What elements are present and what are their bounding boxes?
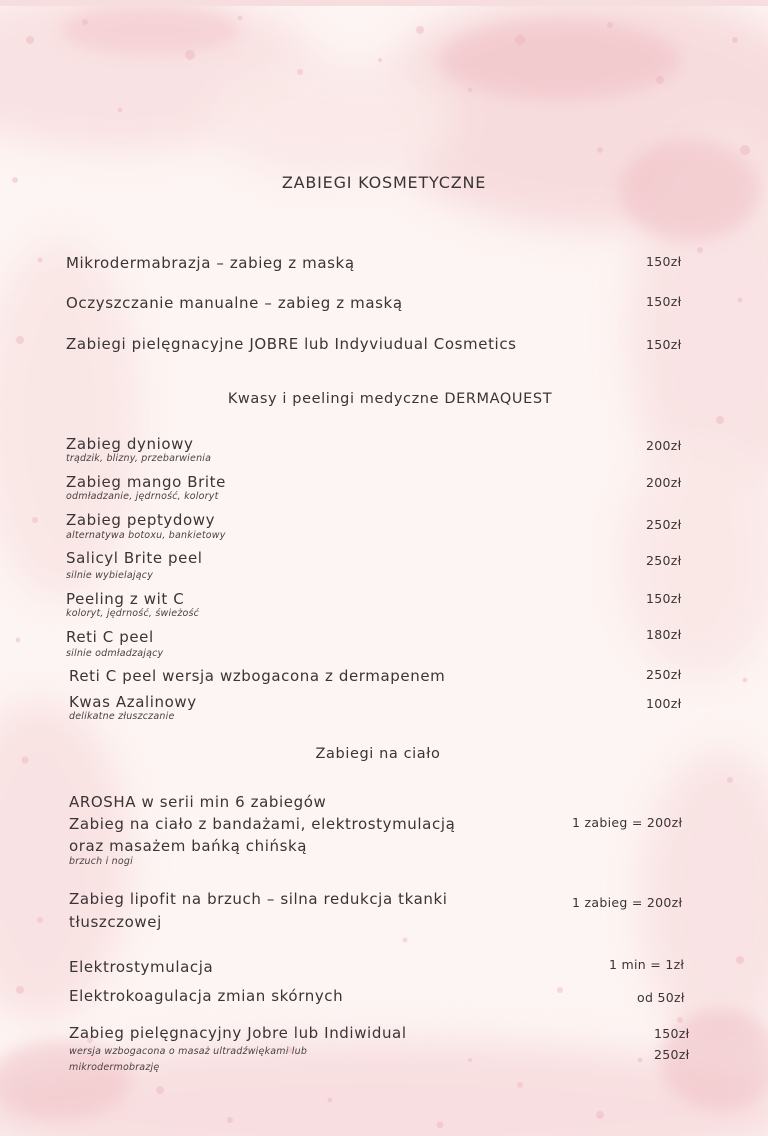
treatment-note: koloryt, jędrność, świeżość [66, 608, 200, 619]
treatment-name: AROSHA w serii min 6 zabiegów [69, 793, 327, 811]
treatment-price: 150zł [646, 591, 682, 606]
treatment-name: Zabieg pielęgnacyjny Jobre lub Indiwidual [69, 1024, 407, 1042]
treatment-name: Reti C peel [66, 628, 154, 646]
treatment-name: Kwas Azalinowy [69, 693, 197, 711]
treatment-name: Salicyl Brite peel [66, 549, 203, 567]
treatment-price: 1 zabieg = 200zł [572, 895, 683, 910]
treatment-name: Zabiegi pielęgnacyjne JOBRE lub Indyviudual Cosmetics [66, 335, 517, 353]
treatment-price: 250zł [646, 553, 682, 568]
treatment-price: 250zł [646, 667, 682, 682]
treatment-name: Reti C peel wersja wzbogacona z dermapenem [69, 667, 446, 685]
treatment-price: 180zł [646, 627, 682, 642]
treatment-name: Mikrodermabrazja – zabieg z maską [66, 254, 355, 272]
treatment-note: wersja wzbogacona o masaż ultradźwiękami lub [69, 1046, 308, 1057]
treatment-price: 200zł [646, 438, 682, 453]
treatment-name: Zabieg lipofit na brzuch – silna redukcja tkanki [69, 890, 448, 908]
treatment-price: 250zł [646, 517, 682, 532]
treatment-name: Oczyszczanie manualne – zabieg z maską [66, 294, 403, 312]
treatment-note: odmładzanie, jędrność, koloryt [66, 491, 219, 502]
section-heading-acids: Kwasy i peelingi medyczne DERMAQUEST [227, 391, 553, 407]
treatment-price: 1 min = 1zł [609, 957, 685, 972]
treatment-note: brzuch i nogi [69, 856, 133, 867]
treatment-note: silnie wybielający [66, 570, 154, 581]
treatment-name: oraz masażem bańką chińską [69, 837, 308, 855]
treatment-note: silnie odmładzający [66, 648, 164, 659]
treatment-price: 150zł [646, 294, 682, 309]
treatment-price: 150zł [654, 1026, 690, 1041]
treatment-price: 250zł [654, 1047, 690, 1062]
treatment-price: 100zł [646, 696, 682, 711]
treatment-name: Zabieg mango Brite [66, 473, 226, 491]
treatment-name: Elektrokoagulacja zmian skórnych [69, 987, 344, 1005]
treatment-name: Zabieg peptydowy [66, 511, 216, 529]
treatment-note: trądzik, blizny, przebarwienia [66, 453, 212, 464]
treatment-price: 150zł [646, 254, 682, 269]
section-heading-body: Zabiegi na ciało [315, 746, 441, 762]
page-title: ZABIEGI KOSMETYCZNE [281, 173, 487, 192]
top-border [0, 0, 768, 6]
treatment-name: Zabieg dyniowy [66, 435, 194, 453]
treatment-note: delikatne złuszczanie [69, 711, 175, 722]
treatment-price: od 50zł [637, 990, 685, 1005]
treatment-name: Elektrostymulacja [69, 958, 214, 976]
treatment-price: 150zł [646, 337, 682, 352]
treatment-name: Peeling z wit C [66, 590, 185, 608]
treatment-price: 1 zabieg = 200zł [572, 815, 683, 830]
treatment-name: tłuszczowej [69, 913, 162, 931]
treatment-name: Zabieg na ciało z bandażami, elektrostymulacją [69, 815, 456, 833]
treatment-note: alternatywa botoxu, bankietowy [66, 530, 226, 541]
treatment-price: 200zł [646, 475, 682, 490]
treatment-note: mikrodermobrazję [69, 1062, 160, 1073]
